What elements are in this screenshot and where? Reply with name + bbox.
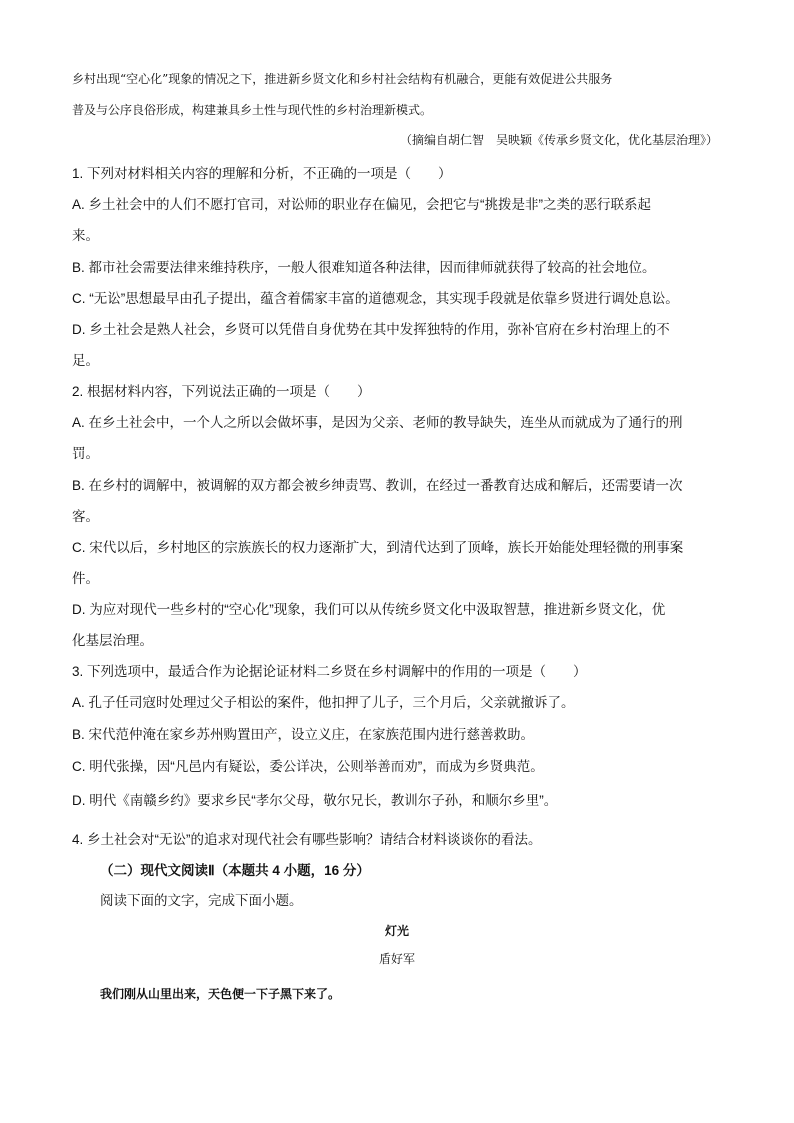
q2-option-c-line-1: C. 宋代以后，乡村地区的宗族族长的权力逐渐扩大，到清代达到了顶峰，族长开始能处理轻微的刑事案 xyxy=(72,540,684,555)
q1-option-d-line-2: 足。 xyxy=(72,353,99,368)
q2-option-d-line-1: D. 为应对现代一些乡村的“空心化”现象，我们可以从传统乡贤文化中汲取智慧，推进新乡贤文化，优 xyxy=(72,602,666,617)
q2-option-b-line-2: 客。 xyxy=(72,509,99,524)
article-title: 灯光 xyxy=(384,924,409,938)
q1-option-d-line-1: D. 乡土社会是熟人社会，乡贤可以凭借自身优势在其中发挥独特的作用，弥补官府在乡村治理上的不 xyxy=(72,322,670,337)
q1-option-a-line-1: A. 乡土社会中的人们不愿打官司，对讼师的职业存在偏见，会把它与“挑拨是非”之类的恶行联系起 xyxy=(72,197,651,212)
passage-line-2: 普及与公序良俗形成，构建兼具乡土性与现代性的乡村治理新模式。 xyxy=(72,103,433,117)
q4-stem: 4. 乡土社会对“无讼”的追求对现代社会有哪些影响？请结合材料谈谈你的看法。 xyxy=(72,832,542,847)
q1-option-c: C. “无讼”思想最早由孔子提出，蕴含着儒家丰富的道德观念，其实现手段就是依靠乡贤进行调处息讼。 xyxy=(72,291,679,306)
q3-option-b: B. 宋代范仲淹在家乡苏州购置田产，设立义庄，在家族范围内进行慈善救助。 xyxy=(72,727,535,742)
q2-option-d-line-2: 化基层治理。 xyxy=(72,633,153,648)
article-first-line: 我们刚从山里出来，天色便一下子黑下来了。 xyxy=(100,987,341,1001)
q3-option-a: A. 孔子任司寇时处理过父子相讼的案件，他扣押了儿子，三个月后，父亲就撤诉了。 xyxy=(72,695,575,710)
q2-option-a-line-1: A. 在乡土社会中，一个人之所以会做坏事，是因为父亲、老师的教导缺失，连坐从而就成为了通行的刑 xyxy=(72,415,683,430)
q3-option-d: D. 明代《南赣乡约》要求乡民“孝尔父母，敬尔兄长，教训尔子孙，和顺尔乡里”。 xyxy=(72,793,558,808)
section-heading: （二）现代文阅读Ⅱ（本题共 4 小题，16 分） xyxy=(100,863,370,878)
article-author: 盾好军 xyxy=(378,952,415,966)
section-instruction: 阅读下面的文字，完成下面小题。 xyxy=(100,893,303,908)
q3-option-c: C. 明代张操，因“凡邑内有疑讼，委公详决，公则举善而劝”，而成为乡贤典范。 xyxy=(72,759,544,774)
q1-stem: 1. 下列对材料相关内容的理解和分析，不正确的一项是（ ） xyxy=(72,166,452,181)
q2-option-c-line-2: 件。 xyxy=(72,571,99,586)
q2-option-b-line-1: B. 在乡村的调解中，被调解的双方都会被乡绅责骂、教训，在经过一番教育达成和解后，还需要请一次 xyxy=(72,478,683,493)
q1-option-a-line-2: 来。 xyxy=(72,228,99,243)
passage-line-1: 乡村出现“空心化”现象的情况之下，推进新乡贤文化和乡村社会结构有机融合，更能有效促进公共服务 xyxy=(72,72,613,86)
q2-stem: 2. 根据材料内容，下列说法正确的一项是（ ） xyxy=(72,384,371,399)
q2-option-a-line-2: 罚。 xyxy=(72,446,99,461)
q3-stem: 3. 下列选项中，最适合作为论据论证材料二乡贤在乡村调解中的作用的一项是（ ） xyxy=(72,664,587,679)
citation: （摘编自胡仁智 吴映颖《传承乡贤文化，优化基层治理》） xyxy=(399,133,718,147)
q1-option-b: B. 都市社会需要法律来维持秩序，一般人很难知道各种法律，因而律师就获得了较高的社会地位。 xyxy=(72,260,656,275)
